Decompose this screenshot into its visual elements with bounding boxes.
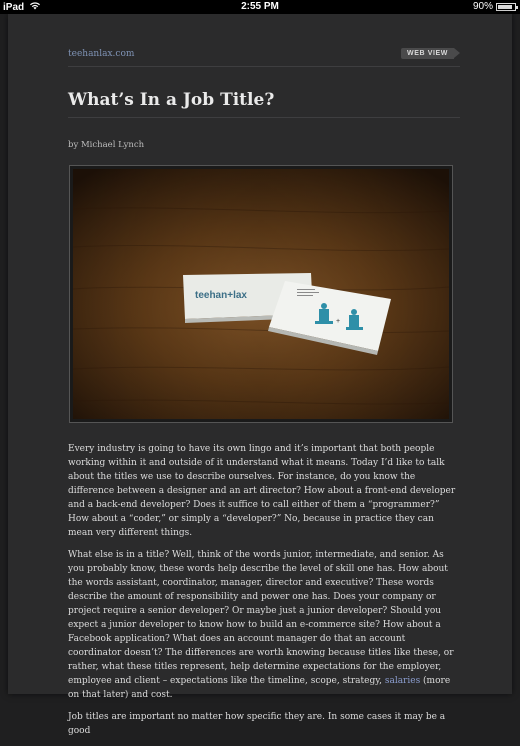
paragraph: Every industry is going to have its own lingo and it’s important that both people working within it and outside of it understand what it means. Today I’d like to talk about the titles we use to describe ourselves. For instance, do you know the difference between a designer and an art director? How about a front-end developer and a back-end developer? Does it suffice to call either of them a “programmer?” How about a “coder,” or simply a “developer?” No, because in practice they can mean very different things. [68,444,456,538]
article-image-frame [69,165,453,423]
battery-icon [496,3,516,11]
card-brand-text: teehan+lax [195,290,247,301]
business-cards-photo [73,169,449,419]
status-right [473,1,516,12]
paragraph: Job titles are important no matter how specific they are. In some cases it may be a good [68,712,446,736]
web-view-button[interactable]: WEB VIEW [401,48,454,59]
article-header [68,48,460,62]
status-bar [0,0,520,14]
salaries-link[interactable]: salaries [384,676,421,686]
divider [68,66,460,67]
divider [68,117,460,118]
paragraph-text: What else is in a title? Well, think of the words junior, intermediate, and senior. As you probably know, these words help describe the level of skill one has. How about the words assistant, coordinator, manager, director and executive? These words describe the amount of responsibility and power one has. Does your company or project require a senior developer? Or maybe just a junior developer? Should you expect a junior developer to know how to build an e-commerce site? How about a Facebook application? What does an account manager do that an account coordinator doesn’t? The differences are worth knowing because titles like these, or rather, what these titles represent, help determine expectations for the employer, employee and client – expectations like the timeline, scope, strategy, [68,550,454,686]
article-page[interactable] [8,14,512,736]
paragraph [68,548,460,702]
battery-percent: 90% [472,1,493,12]
carrier-label: iPad [3,1,25,13]
clock: 2:55 PM [241,1,279,12]
svg-text:+: + [336,318,341,325]
byline: by Michael Lynch [68,140,145,150]
site-link[interactable]: teehanlax.com [68,49,135,59]
battery-fill [498,5,512,9]
paragraph-text: (more on that later) and cost. [68,676,451,700]
article-body [68,442,460,746]
article-title: What’s In a Job Title? [68,90,275,110]
